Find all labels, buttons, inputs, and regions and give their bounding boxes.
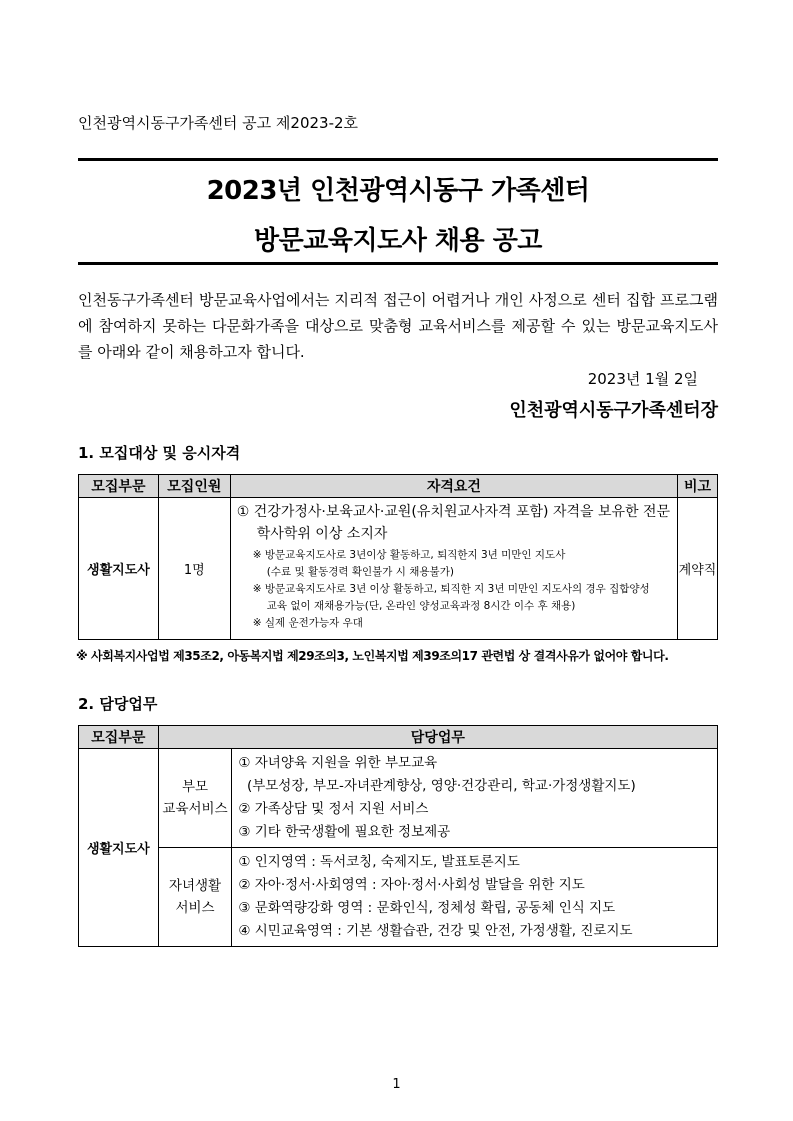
duty-item: ③ 문화역량강화 영역 : 문화인식, 정체성 확립, 공동체 인식 지도 <box>238 900 616 916</box>
duties-header-duties: 담당업무 <box>158 726 717 749</box>
duty-item: ② 가족상담 및 정서 지원 서비스 <box>238 801 429 817</box>
duty-item: (부모성장, 부모-자녀관계향상, 영양·건강관리, 학교·가정생활지도) <box>238 778 636 794</box>
notice-date: 2023년 1월 2일 <box>587 370 698 388</box>
remark-cell: 계약직 <box>678 498 718 640</box>
recruitment-table-header <box>79 475 718 498</box>
qualification-cell <box>230 498 677 640</box>
legal-footnote: ※ 사회복지사업법 제35조2, 아동복지법 제29조의3, 노인복지법 제39조의17 관련법 상 결격사유가 없어야 합니다. <box>76 649 669 663</box>
count-cell: 1명 <box>158 498 230 640</box>
req-main-line1: ① 건강가정사·보육교사·교원(유치원교사자격 포함) 자격을 보유한 전문 <box>236 504 671 520</box>
signer: 인천광역시동구가족센터장 <box>509 400 718 421</box>
header-field: 모집부문 <box>79 475 159 498</box>
field-cell: 생활지도사 <box>79 498 159 640</box>
note2-line2: 교육 없이 재채용가능(단, 온라인 양성교육과정 8시간 이수 후 채용) <box>266 600 576 612</box>
recruitment-table <box>78 474 718 640</box>
duties-field-cell: 생활지도사 <box>79 749 159 947</box>
page-title-line1: 2023년 인천광역시동구 가족센터 <box>206 176 590 206</box>
duty-item: ① 자녀양육 지원을 위한 부모교육 <box>238 755 438 771</box>
section2-heading: 2. 담당업무 <box>78 695 158 713</box>
duty-item: ① 인지영역 : 독서코칭, 숙제지도, 발표토론지도 <box>238 854 520 870</box>
title-bottom-rule <box>78 262 718 265</box>
duties-table <box>78 725 718 947</box>
note1-line2: (수료 및 활동경력 확인불가 시 채용불가) <box>266 566 454 578</box>
page-title-line2: 방문교육지도사 채용 공고 <box>254 226 542 256</box>
duty-item: ② 자아·정서·사회영역 : 자아·정서·사회성 발달을 위한 지도 <box>238 877 585 893</box>
category-label-line2: 서비스 <box>175 900 215 916</box>
duties-table-header <box>79 726 718 749</box>
header-remark: 비고 <box>678 475 718 498</box>
page-number: 1 <box>392 1077 401 1092</box>
duty-list <box>232 848 718 947</box>
duty-item: ③ 기타 한국생활에 필요한 정보제공 <box>238 824 451 840</box>
title-top-rule <box>78 158 718 161</box>
table-row <box>79 749 718 848</box>
intro-paragraph: 인천동구가족센터 방문교육사업에서는 지리적 접근이 어렵거나 개인 사정으로 센터 집합 프로그램에 참여하지 못하는 다문화가족을 대상으로 맞춤형 교육서비스를 제공할 수 있는 방문교육지도사를 아래와 같이 채용하고자 합니다. <box>78 291 718 361</box>
note2-line1: ※ 방문교육지도사로 3년 이상 활동하고, 퇴직한 지 3년 미만인 지도사의 경우 집합양성 <box>252 583 650 595</box>
table-row <box>79 498 718 640</box>
category-label-line1: 부모 <box>181 779 209 795</box>
req-main-line2: 학사학위 이상 소지자 <box>256 526 388 542</box>
header-qualification: 자격요건 <box>230 475 677 498</box>
duty-item: ④ 시민교육영역 : 기본 생활습관, 건강 및 안전, 가정생활, 진로지도 <box>238 923 633 939</box>
section1-heading: 1. 모집대상 및 응시자격 <box>78 444 241 462</box>
note3-line: ※ 실제 운전가능자 우대 <box>252 617 363 629</box>
category-label-line2: 교육서비스 <box>162 801 228 817</box>
header-count: 모집인원 <box>158 475 230 498</box>
table-row <box>79 848 718 947</box>
category-cell <box>158 848 232 947</box>
duties-header-field: 모집부문 <box>79 726 159 749</box>
duty-list <box>232 749 718 848</box>
category-cell <box>158 749 232 848</box>
notice-number: 인천광역시동구가족센터 공고 제2023-2호 <box>78 114 359 132</box>
note1-line1: ※ 방문교육지도사로 3년이상 활동하고, 퇴직한지 3년 미만인 지도사 <box>252 549 566 561</box>
category-label-line1: 자녀생활 <box>168 878 222 894</box>
